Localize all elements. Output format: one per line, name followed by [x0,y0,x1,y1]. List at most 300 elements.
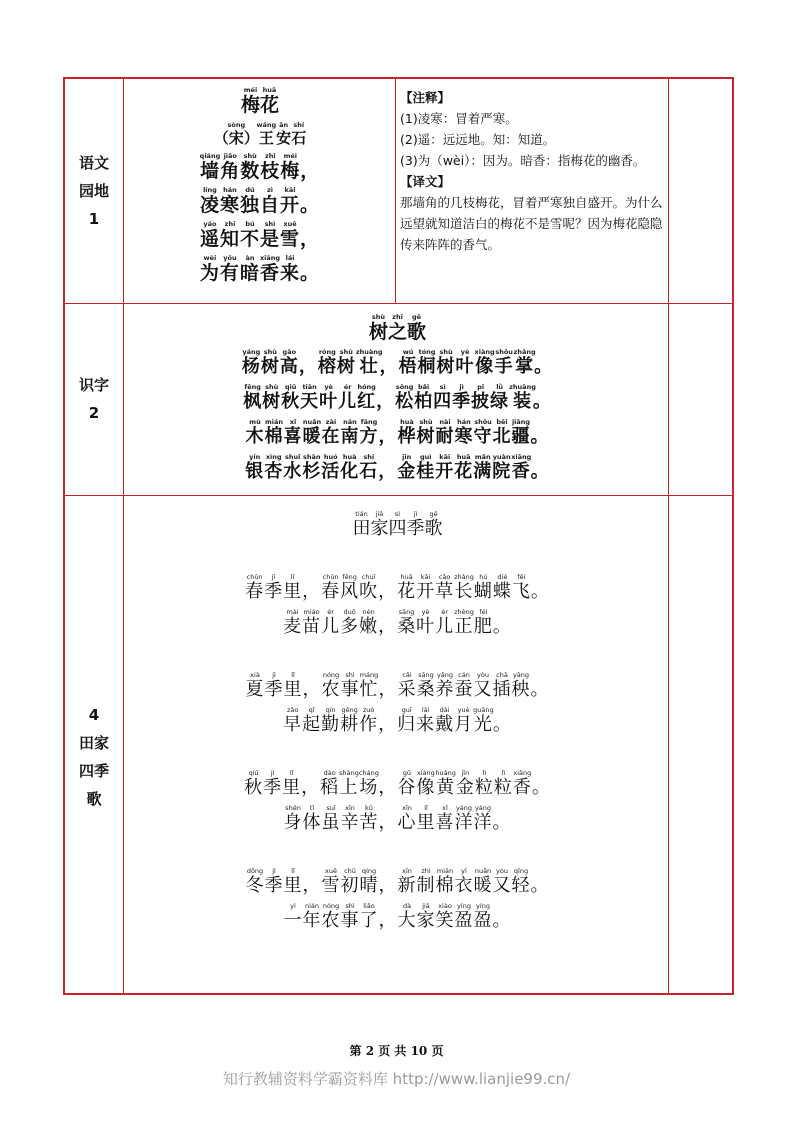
hanzi-with-pinyin: 棉mián [264,418,284,447]
pinyin: qīng [511,867,531,875]
pinyin: zhī [219,220,240,228]
hanzi-with-pinyin: 杏xìng [264,453,284,482]
pinyin: huà [340,453,360,461]
hanzi-with-pinyin: 水shuǐ [283,453,303,482]
pinyin: bǎi [414,383,434,391]
pinyin: jiǎo [220,152,241,160]
hanzi-with-pinyin: 为wèi [199,254,220,284]
note-item: (3)为（wèi）：因为。暗香：指梅花的幽香。 [400,153,646,168]
pinyin: shù [368,313,388,321]
hanzi-with-pinyin: 榕róng [317,348,337,377]
hanzi-with-pinyin: 桑sāng [397,608,417,637]
hanzi-with-pinyin: 身shēn [283,804,303,833]
hanzi-with-pinyin: 农nóng [321,902,341,931]
row-label-1 [65,149,123,233]
label-line: 4 [88,706,100,724]
hanzi-with-pinyin: 儿ér [338,383,358,412]
hanzi-with-pinyin: 不bú [239,220,260,250]
hanzi-with-pinyin: 场cháng [358,769,379,798]
pinyin: nán [340,418,360,426]
pinyin: jīn [455,769,475,777]
hanzi-with-pinyin: 勤qín [321,706,341,735]
punctuation: ， [302,581,322,602]
punctuation: 。 [530,461,550,482]
pinyin: shān [302,453,322,461]
hanzi-with-pinyin: 盈yíng [454,902,474,931]
pinyin: shù [336,348,356,356]
pinyin: wèi [199,254,220,262]
punctuation: 。 [530,581,550,602]
pinyin: méi [280,152,301,160]
hanzi-with-pinyin: 上shàng [339,769,359,798]
pinyin: shì [340,902,360,910]
punctuation: 。 [300,194,321,216]
label-line: 歌 [86,790,102,808]
poem-line [125,707,670,742]
pinyin: shù [260,348,280,356]
pinyin: hán [454,418,474,426]
poem-line [125,153,395,187]
hanzi-with-pinyin: 杉shān [302,453,322,482]
pinyin: cán [454,671,474,679]
pinyin: xīn [397,867,417,875]
hanzi-with-pinyin: 棉mián [435,867,455,896]
hanzi-with-pinyin: 石shí [291,121,307,147]
hanzi-with-pinyin: 雪xuě [280,220,301,250]
pinyin: jì [263,769,283,777]
pinyin: yíng [454,902,474,910]
hanzi-with-pinyin: 春chūn [321,573,341,602]
pinyin: gē [407,313,426,321]
hanzi-with-pinyin: 归guī [397,706,417,735]
pinyin: cǎi [397,671,417,679]
pinyin: zuò [359,706,379,714]
pinyin: kāi [280,186,301,194]
pinyin: dài [435,706,455,714]
pinyin: yòu [492,867,512,875]
pinyin: jiāng [511,418,531,426]
hanzi-with-pinyin: 红hóng [357,383,377,412]
pinyin: chā [492,671,512,679]
hanzi-with-pinyin: 花huā [260,86,280,116]
hanzi-with-pinyin: 墙qiáng [199,152,221,182]
pinyin: huā [397,573,417,581]
pinyin: cǎo [435,573,455,581]
hanzi-with-pinyin: 守shǒu [473,418,493,447]
pinyin: guāng [473,706,494,714]
hanzi-with-pinyin: 忙máng [359,671,379,700]
hanzi-with-pinyin: 像xiàng [416,769,436,798]
punctuation: ， [378,812,398,833]
hanzi-with-pinyin: 盈yíng [473,902,493,931]
pinyin: xiāng [511,453,532,461]
punctuation: ， [376,391,396,412]
punctuation: ， [378,426,398,447]
pinyin: dú [239,186,260,194]
hanzi-with-pinyin: 养yǎng [435,671,455,700]
pinyin: jì [264,867,284,875]
hanzi-with-pinyin: 虽suī [321,804,341,833]
hanzi-with-pinyin: 晴qíng [359,867,379,896]
hanzi-with-pinyin: 体tǐ [302,804,322,833]
note-item: (1)凌寒：冒着严寒。 [400,111,518,126]
pinyin: líng [199,186,220,194]
pinyin: lǐ [283,573,303,581]
pinyin: shēn [283,804,303,812]
hanzi-with-pinyin: 王wáng [256,121,277,147]
hanzi-with-pinyin: 树shù [262,383,282,412]
pinyin: sāng [397,608,417,616]
hanzi-with-pinyin: 心xīn [397,804,417,833]
hanzi-with-pinyin: 桐tóng [417,348,437,377]
pinyin: gǔ [397,769,417,777]
hanzi-with-pinyin: 疆jiāng [511,418,531,447]
punctuation: ， [378,777,398,798]
pinyin: liǎo [359,902,379,910]
pinyin: gāo [279,348,299,356]
hanzi-with-pinyin: 制zhì [416,867,436,896]
pinyin: yè [416,608,436,616]
hanzi-with-pinyin: 四sì [433,383,453,412]
punctuation: ， [378,581,398,602]
pinyin: nèn [359,608,379,616]
punctuation: 。 [300,262,321,284]
hanzi-with-pinyin: 蝶dié [492,573,512,602]
hanzi-with-pinyin: 插chā [492,671,512,700]
pinyin: yǎng [435,671,455,679]
pinyin: zǎo [283,706,303,714]
hanzi-with-pinyin: 家jiā [370,510,389,539]
pinyin: xuě [280,220,301,228]
hanzi-with-pinyin: 枝zhī [260,152,281,182]
poem-line [125,805,670,840]
hanzi-with-pinyin: 知zhī [219,220,240,250]
pinyin: nuǎn [302,418,322,426]
punctuation: ， [300,160,321,182]
pinyin: lì [493,769,513,777]
hanzi-with-pinyin: 起qǐ [302,706,322,735]
pinyin: sì [433,383,453,391]
poem-line [125,609,670,644]
hanzi-with-pinyin: 洋yáng [454,804,474,833]
pinyin: yè [455,348,475,356]
pinyin: yì [283,902,303,910]
punctuation: 。 [530,875,550,896]
note-item: (2)遥：远远地。知：知道。 [400,132,556,147]
pinyin: tián [352,510,371,518]
pinyin: shù [436,348,456,356]
hanzi-with-pinyin: 正zhèng [454,608,474,637]
punctuation: ， [302,875,322,896]
hanzi-with-pinyin: 春chūn [245,573,265,602]
pinyin: xiāng [512,769,532,777]
hanzi-with-pinyin: 掌zhǎng [513,348,536,377]
hanzi-with-pinyin: 秧yāng [511,671,531,700]
hanzi-with-pinyin: 树shù [436,348,456,377]
hanzi-with-pinyin: 绿lǜ [490,383,510,412]
hanzi-with-pinyin: 树shù [416,418,436,447]
poem-line [125,349,670,384]
hanzi-with-pinyin: 季jì [264,867,284,896]
hanzi-with-pinyin: 满mǎn [473,453,493,482]
hanzi-with-pinyin: 来lái [416,706,436,735]
hanzi-with-pinyin: 开kāi [280,186,301,216]
pinyin: xìng [264,453,284,461]
hanzi-with-pinyin: 事shì [340,902,360,931]
punctuation: ， [301,777,321,798]
pinyin: yáng [241,348,261,356]
hanzi-with-pinyin: 洋yáng [473,804,493,833]
stanza [125,770,670,840]
pinyin: xiāng [259,254,281,262]
pinyin: dié [492,573,512,581]
hanzi-with-pinyin: 来lái [280,254,301,284]
pinyin: tóng [417,348,437,356]
pinyin: zhǎng [513,348,536,356]
pinyin: cháng [358,769,379,777]
hanzi-with-pinyin: 银yín [245,453,265,482]
poem-title [125,87,395,122]
hanzi-with-pinyin: 梧wú [398,348,418,377]
stanza [125,672,670,742]
poem-line [125,454,670,489]
hanzi-with-pinyin: 了liǎo [359,902,379,931]
pinyin: wú [398,348,418,356]
hanzi-with-pinyin: 衣yī [454,867,474,896]
hanzi-with-pinyin: 手shǒu [494,348,514,377]
pinyin: sōng [395,383,415,391]
hanzi-with-pinyin: 新xīn [397,867,417,896]
punctuation: ， [378,714,398,735]
poem-author [125,122,395,153]
pinyin: gēng [340,706,360,714]
hanzi-with-pinyin: 吹chuī [359,573,379,602]
hanzi-with-pinyin: 季jì [264,671,284,700]
hanzi-with-pinyin: 枫fēng [243,383,263,412]
hanzi-with-pinyin: 自zì [260,186,281,216]
pinyin: shí [291,121,307,129]
pinyin: dào [320,769,340,777]
hanzi-with-pinyin: 四sì [388,510,407,539]
hanzi-with-pinyin: 寒hán [454,418,474,447]
watermark-text: 知行教辅资料学霸资料库 http://www.lianjie99.cn/ [222,1070,571,1088]
hanzi-with-pinyin: 石shí [359,453,379,482]
pinyin: chūn [321,573,341,581]
hanzi-with-pinyin: 里lǐ [416,804,436,833]
pinyin: kāi [416,573,436,581]
poem-line [125,903,670,938]
punctuation: ， [378,461,398,482]
hanzi-with-pinyin: 农nóng [321,671,341,700]
hanzi-with-pinyin: 松sōng [395,383,415,412]
hanzi-with-pinyin: 作zuò [359,706,379,735]
pinyin: zhī [387,313,407,321]
pinyin: tǐ [302,804,322,812]
pinyin: nóng [321,671,341,679]
hanzi-with-pinyin: 数shù [240,152,261,182]
hanzi-with-pinyin: 高gāo [279,348,299,377]
punctuation: ， [378,875,398,896]
page-number: 第 2 页 共 10 页 [349,1044,444,1058]
hanzi-with-pinyin: 戴dài [435,706,455,735]
hanzi-with-pinyin: 笑xiào [435,902,455,931]
pinyin: yǒu [219,254,240,262]
hanzi-with-pinyin: 多duō [340,608,360,637]
hanzi-with-pinyin: 里lǐ [283,573,303,602]
hanzi-with-pinyin: 又yòu [492,867,512,896]
hanzi-with-pinyin: 花huā [454,453,474,482]
hanzi-with-pinyin: 独dú [239,186,260,216]
translation-text: 那墙角的几枝梅花，冒着严寒独自盛开。为什么远望就知道洁白的梅花不是雪呢？因为梅花隐隐传来阵阵的香气。 [400,195,663,252]
pinyin: yuè [454,706,474,714]
pinyin: shì [260,220,281,228]
punctuation: 。 [492,616,512,637]
pinyin: máng [359,671,379,679]
pinyin: shǒu [494,348,514,356]
hanzi-with-pinyin: 南nán [340,418,360,447]
pinyin: sòng [227,121,246,129]
hanzi-with-pinyin: 像xiàng [474,348,495,377]
hanzi-with-pinyin: 里lǐ [283,867,303,896]
hanzi-with-pinyin: 木mù [245,418,265,447]
pinyin: xiàng [474,348,495,356]
pinyin: yín [245,453,265,461]
pinyin: shàng [339,769,359,777]
row-divider [65,303,732,304]
label-line: 1 [88,210,100,228]
pinyin: yáng [473,804,493,812]
hanzi-with-pinyin: 暖nuǎn [473,867,493,896]
hanzi-with-pinyin: 风fēng [340,573,360,602]
pinyin: huó [321,453,341,461]
pinyin: xià [245,671,265,679]
poem-line [125,419,670,454]
pinyin: shí [359,453,379,461]
hanzi-with-pinyin: 是shì [260,220,281,250]
pinyin: jì [406,510,425,518]
hanzi-with-pinyin: 初chū [340,867,360,896]
pinyin: xǐ [283,418,303,426]
hanzi-with-pinyin: 桂guì [416,453,436,482]
hanzi-with-pinyin: 壮zhuàng [355,348,383,377]
label-line: 园地 [78,182,109,200]
label-line: 2 [88,404,100,422]
pinyin: yuàn [492,453,512,461]
pinyin: nóng [321,902,341,910]
label-line: 四季 [78,762,109,780]
hanzi-with-pinyin: 蚕cán [454,671,474,700]
punctuation: 。 [492,812,512,833]
hanzi-with-pinyin: 早zǎo [283,706,303,735]
pinyin: zhuāng [509,383,536,391]
hanzi-with-pinyin: 家jiā [416,902,436,931]
hanzi-with-pinyin: 儿ér [435,608,455,637]
hanzi-with-pinyin: 月yuè [454,706,474,735]
pinyin: lì [474,769,494,777]
punctuation: ， [300,228,321,250]
hanzi-with-pinyin: 秋qiū [244,769,264,798]
pinyin: kāi [435,453,455,461]
hanzi-with-pinyin: 活huó [321,453,341,482]
pinyin: suī [321,804,341,812]
hanzi-with-pinyin: 方fāng [359,418,379,447]
hanzi-with-pinyin: 香xiāng [259,254,281,284]
pinyin: fāng [359,418,379,426]
punctuation: ， [378,679,398,700]
pinyin: chū [340,867,360,875]
pinyin: zhì [416,867,436,875]
pinyin: tiān [300,383,320,391]
hanzi-with-pinyin: 又yòu [473,671,493,700]
hanzi-with-pinyin: 苗miáo [302,608,322,637]
hanzi-with-pinyin: 院yuàn [492,453,512,482]
pinyin: ér [321,608,341,616]
hanzi-with-pinyin: 梅méi [280,152,301,182]
pinyin: huā [454,453,474,461]
hanzi-with-pinyin: 光guāng [473,706,494,735]
pinyin: mài [283,608,303,616]
pinyin: zhuàng [355,348,383,356]
hanzi-with-pinyin: 里lǐ [282,769,302,798]
pinyin: yī [454,867,474,875]
hanzi-with-pinyin: 树shù [368,313,388,343]
pinyin: sì [388,510,407,518]
pinyin: yíng [473,902,493,910]
punctuation: 。 [532,391,552,412]
hanzi-with-pinyin: 柏bǎi [414,383,434,412]
pinyin: duō [340,608,360,616]
hanzi-with-pinyin: 粒lì [493,769,513,798]
pinyin: nián [302,902,322,910]
pinyin: qín [321,706,341,714]
pinyin: yāng [511,671,531,679]
pinyin: hán [219,186,240,194]
pinyin: lǐ [283,867,303,875]
pinyin: qiáng [199,152,221,160]
pinyin: nuǎn [473,867,493,875]
punctuation: ， [378,910,398,931]
hanzi-with-pinyin: 嫩nèn [359,608,379,637]
hanzi-with-pinyin: 秋qiū [281,383,301,412]
punctuation: ， [298,356,318,377]
pinyin: qíng [359,867,379,875]
hanzi-with-pinyin: 辛xīn [340,804,360,833]
hanzi-with-pinyin: 树shù [336,348,356,377]
translation-heading: 【译文】 [400,174,451,189]
pinyin: ān [276,121,292,129]
hanzi-with-pinyin: 田tián [352,510,371,539]
pinyin: kǔ [359,804,379,812]
hanzi-with-pinyin: 桦huà [397,418,417,447]
pinyin: xīn [397,804,417,812]
hanzi-with-pinyin: 北běi [492,418,512,447]
hanzi-with-pinyin: 寒hán [219,186,240,216]
pinyin: lái [416,706,436,714]
hanzi-with-pinyin: 耐nài [435,418,455,447]
pinyin: chuī [359,573,379,581]
punctuation: ， [302,679,322,700]
hanzi-with-pinyin: 化huà [340,453,360,482]
pinyin: guì [416,453,436,461]
tianjia-poem [125,511,670,938]
hanzi-with-pinyin: 季jì [452,383,472,412]
pinyin: gē [424,510,443,518]
row-divider [65,495,732,496]
hanzi-with-pinyin: 事shì [340,671,360,700]
hanzi-with-pinyin: 喜xǐ [435,804,455,833]
pinyin: guī [397,706,417,714]
label-line: 识字 [78,376,109,394]
